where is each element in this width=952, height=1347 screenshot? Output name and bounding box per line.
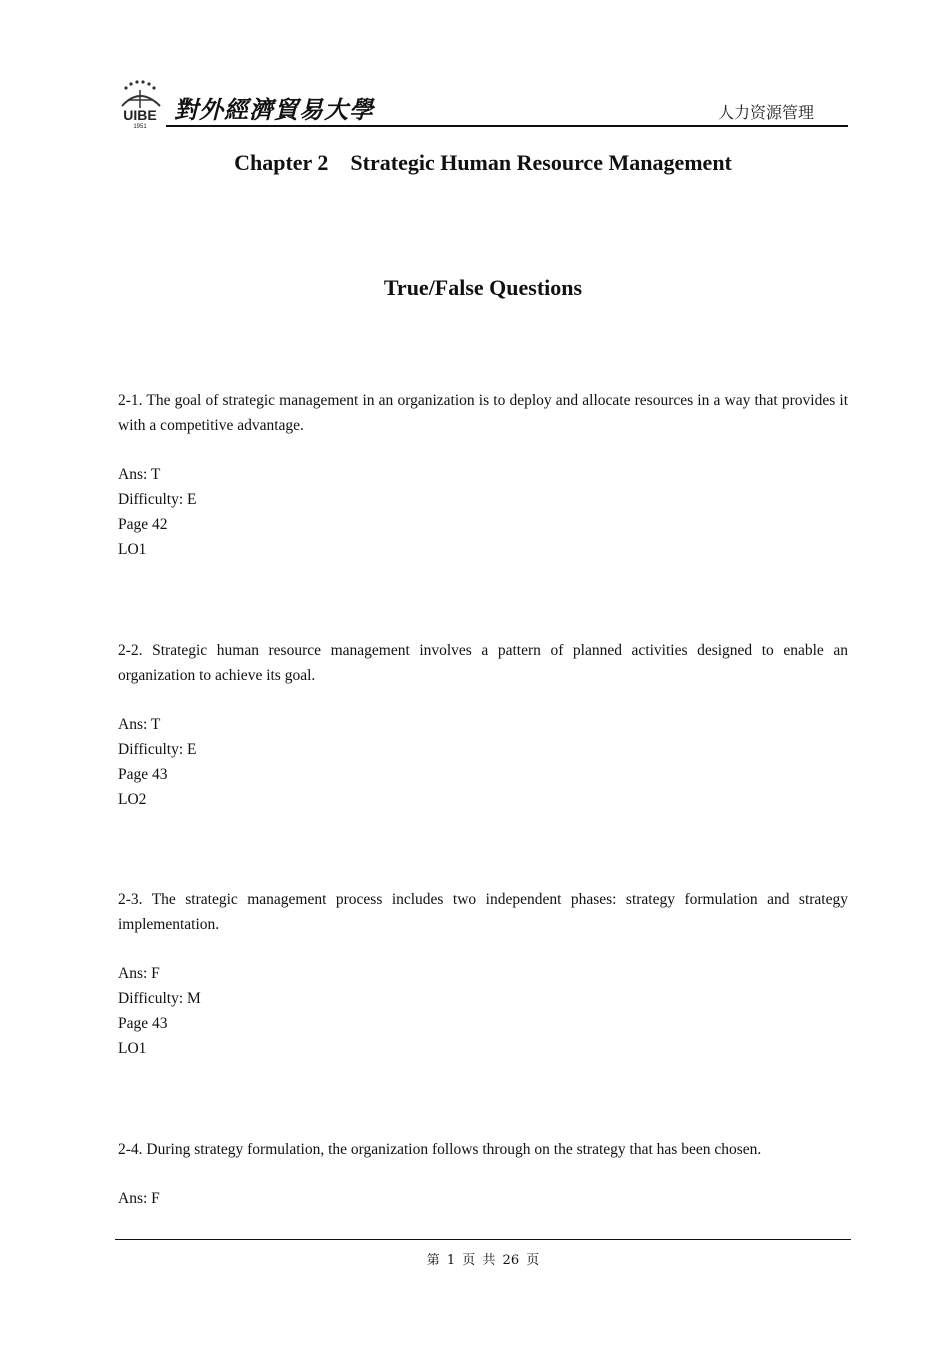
question-meta — [118, 462, 848, 562]
question-item — [118, 638, 848, 812]
page-ref: Page 42 — [118, 516, 168, 533]
answer: Ans: F — [118, 1190, 160, 1207]
page-ref: Page 43 — [118, 766, 168, 783]
course-name: 人力资源管理 — [717, 103, 814, 122]
answer: Ans: T — [118, 466, 161, 483]
university-name: 對外經濟貿易大學 — [174, 95, 374, 124]
learning-objective: LO1 — [118, 541, 147, 558]
page-header — [112, 78, 848, 130]
header-divider — [166, 125, 848, 127]
svg-text:UIBE: UIBE — [123, 107, 157, 123]
difficulty: Difficulty: E — [118, 491, 197, 508]
difficulty: Difficulty: M — [118, 990, 201, 1007]
question-text: 2-2. Strategic human resource management involves a pattern of planned activities designed to enable an organization to achieve its goal. — [118, 642, 848, 684]
question-text: 2-1. The goal of strategic management in an organization is to deploy and allocate resources in a way that provides it with a competitive advantage. — [118, 392, 848, 434]
question-meta — [118, 961, 848, 1061]
svg-text:1951: 1951 — [133, 124, 147, 130]
chapter-title: Chapter 2 Strategic Human Resource Management — [234, 150, 732, 175]
question-text: 2-3. The strategic management process includes two independent phases: strategy formulation and strategy implementation. — [118, 891, 848, 933]
question-item — [118, 388, 848, 562]
question-meta — [118, 712, 848, 812]
section-title: True/False Questions — [383, 275, 583, 300]
answer: Ans: F — [118, 965, 160, 982]
page-number: 第 1 页 共 26 页 — [426, 1253, 540, 1268]
question-text: 2-4. During strategy formulation, the organization follows through on the strategy that has been chosen. — [118, 1141, 762, 1158]
question-meta — [118, 1186, 848, 1211]
footer-divider — [115, 1239, 851, 1240]
university-logo-icon — [112, 78, 172, 130]
question-item — [118, 1137, 848, 1211]
learning-objective: LO2 — [118, 791, 147, 808]
answer: Ans: T — [118, 716, 161, 733]
question-item — [118, 887, 848, 1061]
learning-objective: LO1 — [118, 1040, 147, 1057]
difficulty: Difficulty: E — [118, 741, 197, 758]
page-ref: Page 43 — [118, 1015, 168, 1032]
